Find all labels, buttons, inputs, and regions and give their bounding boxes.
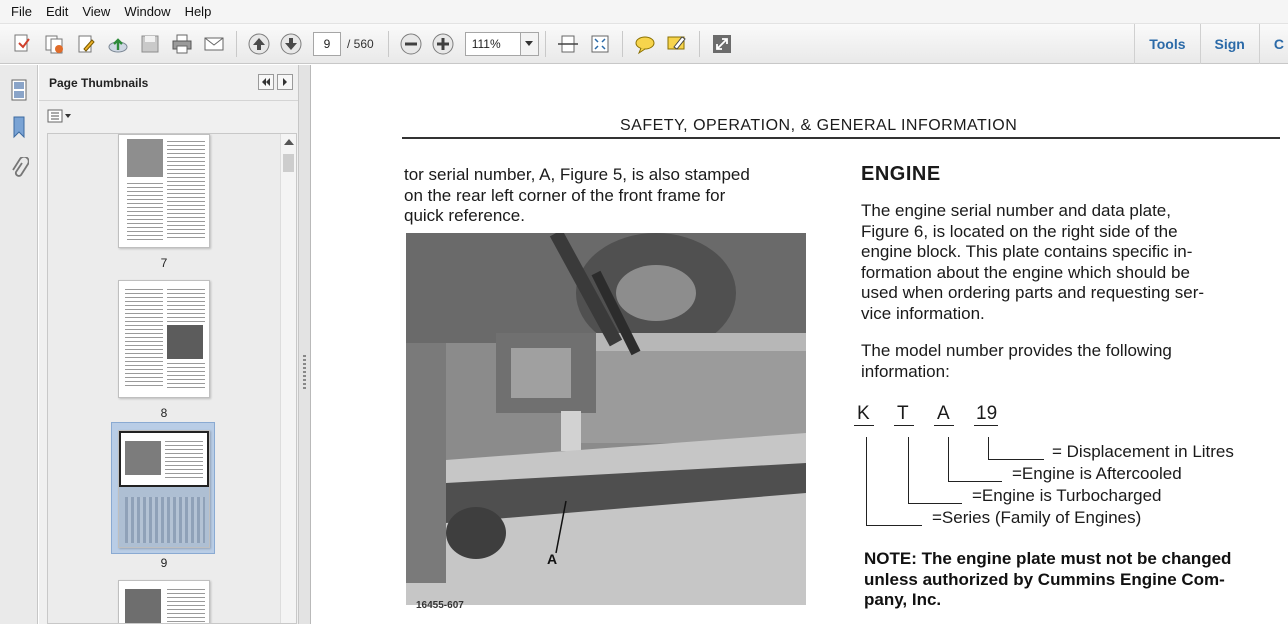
text-line: used when ordering parts and requesting ser- xyxy=(861,283,1205,302)
zoom-in-icon[interactable] xyxy=(429,30,457,58)
menu-window[interactable]: Window xyxy=(124,4,171,19)
attachments-icon[interactable] xyxy=(9,157,29,181)
panel-splitter[interactable] xyxy=(299,65,311,624)
text-line: formation about the engine which should be xyxy=(861,262,1190,282)
splitter-grip[interactable] xyxy=(303,355,306,391)
zoom-level-input[interactable]: 111% xyxy=(465,32,521,56)
menu-file[interactable]: File xyxy=(11,4,32,19)
legend-displacement: = Displacement in Litres xyxy=(1052,442,1234,461)
menu-help[interactable]: Help xyxy=(184,4,212,19)
code-underline xyxy=(894,425,914,426)
fit-width-icon[interactable] xyxy=(554,30,582,58)
chevron-down-icon xyxy=(525,41,533,47)
bookmarks-icon[interactable] xyxy=(9,115,29,139)
text-line: on the rear left corner of the front frame for xyxy=(404,185,726,205)
edit-document-icon[interactable] xyxy=(72,30,100,58)
panel-title: Page Thumbnails xyxy=(49,75,149,90)
text-line: pany, Inc. xyxy=(864,590,942,609)
connector-line xyxy=(866,525,922,526)
zoom-out-icon[interactable] xyxy=(397,30,425,58)
note-text xyxy=(864,549,1268,611)
legend-aftercooled: =Engine is Aftercooled xyxy=(1012,464,1182,483)
connector-line xyxy=(948,481,1002,482)
text-line: quick reference. xyxy=(404,206,525,225)
combine-files-icon[interactable] xyxy=(40,30,68,58)
next-page-icon[interactable] xyxy=(277,30,305,58)
page-total: / 560 xyxy=(347,36,374,51)
model-code-letter: K xyxy=(857,403,870,424)
paragraph-model-number xyxy=(861,341,1265,382)
text-line: The model number provides the following xyxy=(861,341,1172,360)
toolbar xyxy=(0,24,1288,64)
thumbnails-scrollbar[interactable] xyxy=(280,134,296,623)
model-code-letter: A xyxy=(937,403,950,424)
thumbnail-page-9[interactable] xyxy=(118,430,210,548)
connector-line xyxy=(988,459,1044,460)
chevron-right-icon xyxy=(282,78,288,86)
connector-line xyxy=(908,503,962,504)
upload-cloud-icon[interactable] xyxy=(104,30,132,58)
paragraph-engine-plate xyxy=(861,201,1265,324)
thumbnails-panel-header xyxy=(39,65,298,101)
email-icon[interactable] xyxy=(200,30,228,58)
toolbar-separator xyxy=(545,31,546,57)
create-pdf-icon[interactable] xyxy=(8,30,36,58)
running-head: SAFETY, OPERATION, & GENERAL INFORMATION xyxy=(620,117,1018,134)
navigation-strip xyxy=(0,65,38,624)
text-line: tor serial number, A, Figure 5, is also stamped xyxy=(404,165,750,184)
legend-turbocharged: =Engine is Turbocharged xyxy=(972,486,1162,505)
thumbnail-label: 8 xyxy=(160,406,168,420)
code-underline xyxy=(934,425,954,426)
text-line: engine block. This plate contains specific in- xyxy=(861,242,1193,261)
connector-line xyxy=(988,437,989,459)
model-code-letter: 19 xyxy=(976,403,998,424)
collapse-panel-button[interactable] xyxy=(258,74,274,90)
thumbnails-panel xyxy=(39,65,299,624)
page-thumbnails-icon[interactable] xyxy=(9,79,29,103)
menu-view[interactable]: View xyxy=(82,4,111,19)
text-line: Figure 6, is located on the right side of the xyxy=(861,221,1178,241)
text-line: vice information. xyxy=(861,303,985,323)
thumbnail-page-7[interactable] xyxy=(118,134,210,248)
menu-edit[interactable]: Edit xyxy=(45,4,69,19)
menu-bar xyxy=(0,0,1288,24)
thumbnail-label: 7 xyxy=(160,256,168,270)
header-rule xyxy=(402,137,1280,139)
code-underline xyxy=(974,425,998,426)
thumbnail-label: 9 xyxy=(160,556,168,570)
document-view[interactable] xyxy=(312,65,1288,624)
scroll-up-icon[interactable] xyxy=(284,138,294,146)
page-number-input[interactable]: 9 xyxy=(313,32,341,56)
tools-button[interactable]: Tools xyxy=(1134,24,1199,64)
text-line: The engine serial number and data plate, xyxy=(861,201,1171,220)
toolbar-separator xyxy=(699,31,700,57)
column-right-text xyxy=(861,163,1265,382)
comment-icon[interactable] xyxy=(631,30,659,58)
text-line: information: xyxy=(861,361,950,381)
toolbar-separator xyxy=(622,31,623,57)
sign-button[interactable]: Sign xyxy=(1200,24,1259,64)
text-line: unless authorized by Cummins Engine Com- xyxy=(864,569,1225,589)
expand-panel-button[interactable] xyxy=(277,74,293,90)
toolbar-separator xyxy=(388,31,389,57)
thumbnails-list[interactable] xyxy=(47,133,297,624)
thumbnail-page-8[interactable] xyxy=(118,280,210,398)
print-icon[interactable] xyxy=(168,30,196,58)
fit-page-icon[interactable] xyxy=(586,30,614,58)
options-menu-icon[interactable] xyxy=(47,109,73,123)
save-icon[interactable] xyxy=(136,30,164,58)
toolbar-separator xyxy=(236,31,237,57)
figure-photo xyxy=(406,233,806,605)
connector-line xyxy=(866,437,867,525)
double-chevron-left-icon xyxy=(261,78,271,86)
section-title: ENGINE xyxy=(861,163,941,185)
connector-line xyxy=(948,437,949,481)
comment-button[interactable]: C xyxy=(1259,24,1288,64)
code-underline xyxy=(854,425,874,426)
expand-icon[interactable] xyxy=(708,30,736,58)
previous-page-icon[interactable] xyxy=(245,30,273,58)
legend-series: =Series (Family of Engines) xyxy=(932,508,1142,527)
thumbnails-options[interactable] xyxy=(39,101,298,131)
connector-line xyxy=(908,437,909,503)
highlight-icon[interactable] xyxy=(663,30,691,58)
text-line: NOTE: The engine plate must not be changed xyxy=(864,549,1232,568)
figure-callout-label: A xyxy=(547,551,558,567)
figure-caption: 16455-607 xyxy=(416,600,464,611)
column-left-text xyxy=(404,165,812,227)
zoom-dropdown-button[interactable] xyxy=(521,32,539,56)
model-code-letter: T xyxy=(897,403,909,424)
scrollbar-thumb[interactable] xyxy=(283,154,294,172)
thumbnail-page-10[interactable] xyxy=(118,580,210,624)
